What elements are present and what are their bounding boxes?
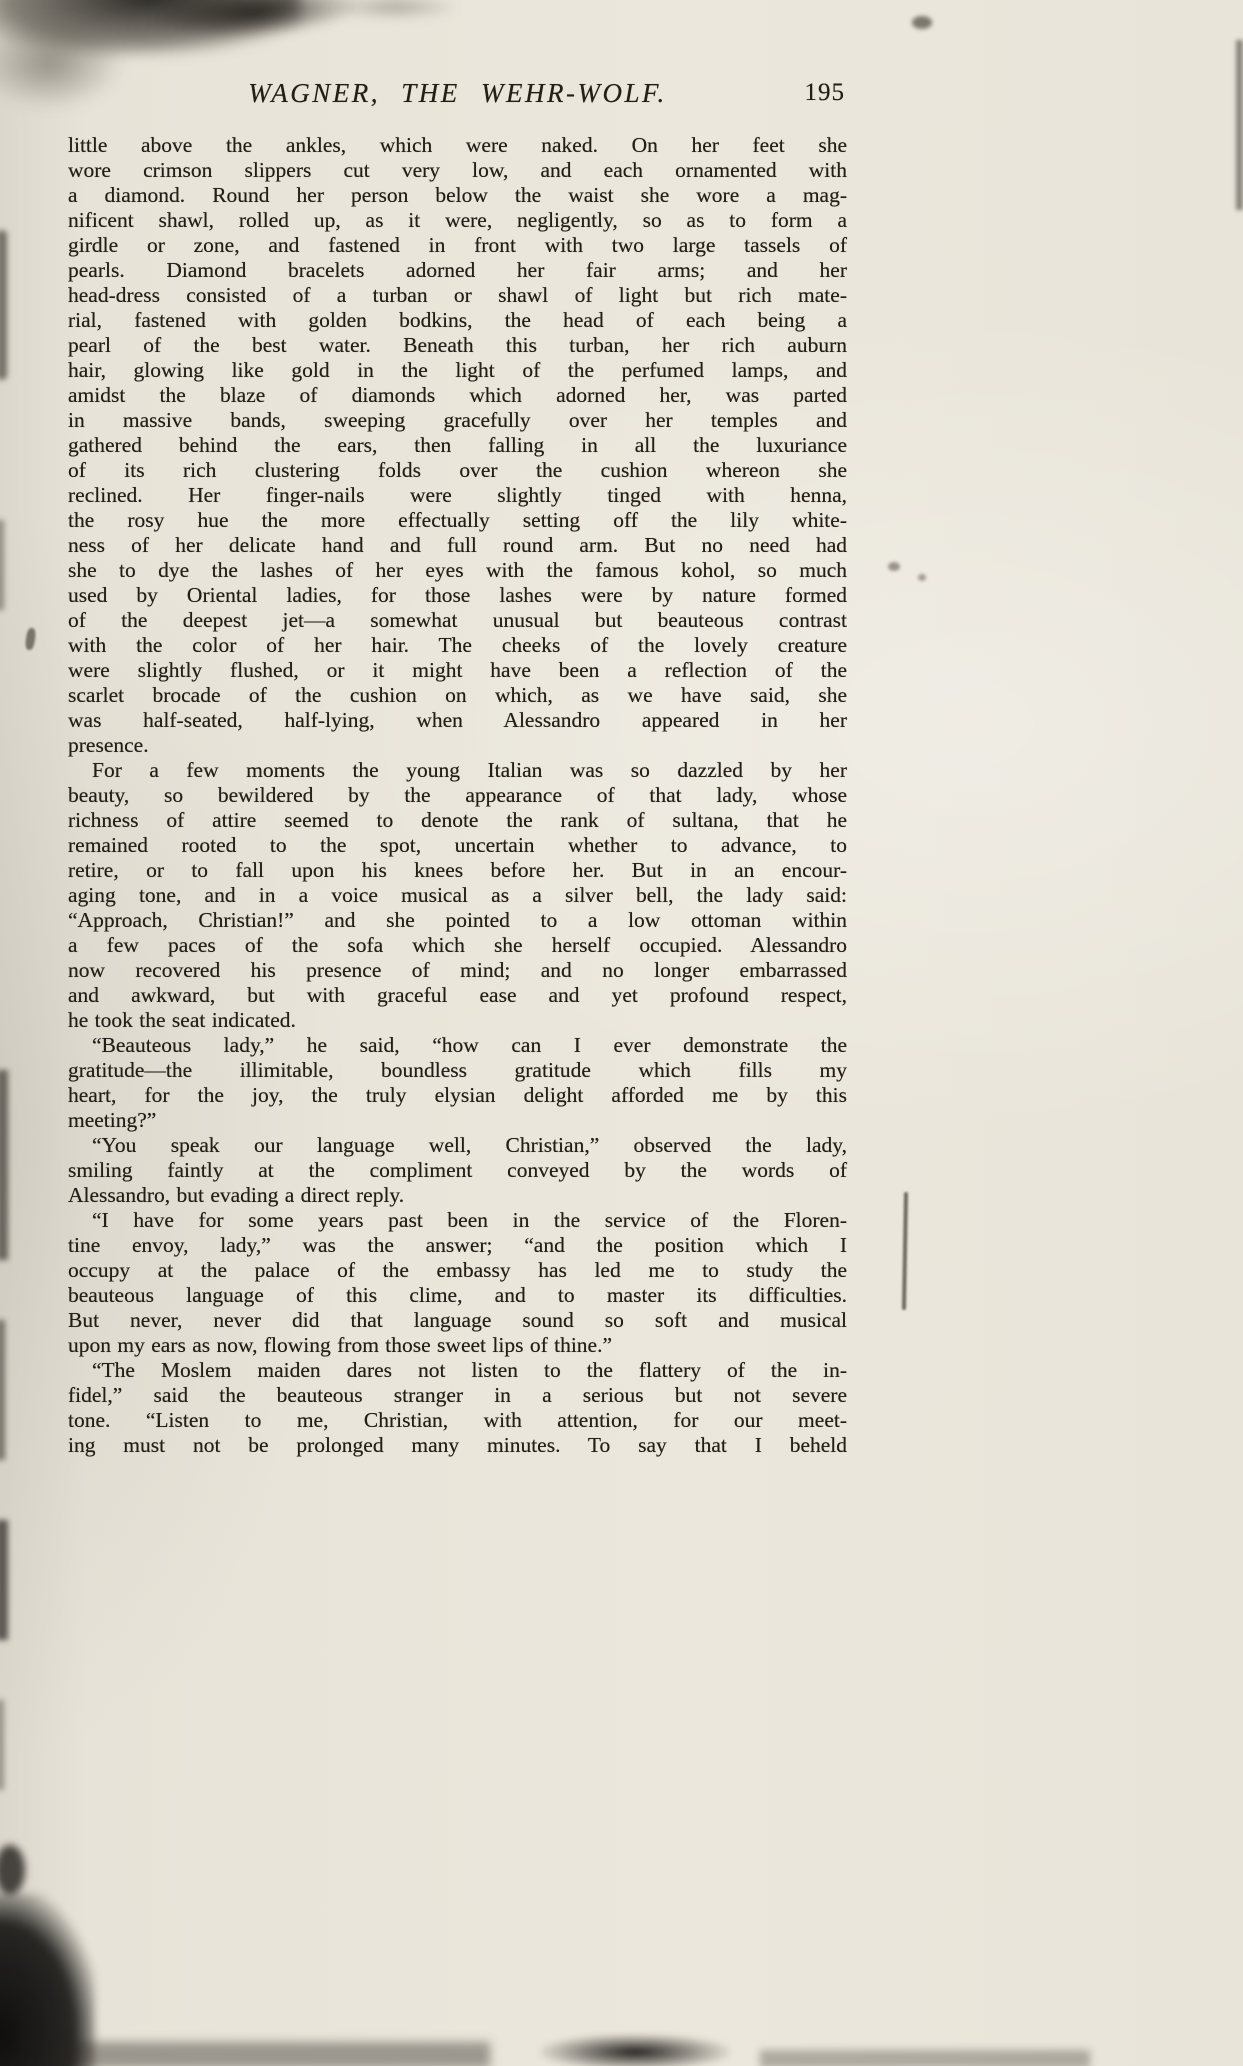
text-line: now recovered his presence of mind; and no longer embarrassed [68,958,847,982]
text-line: ness of her delicate hand and full round arm. But no need had [68,533,847,557]
scan-blob-bottom-left-upper [0,1845,25,1895]
text-line: of the deepest jet—a somewhat unusual but beauteous contrast [68,608,847,632]
text-line: of its rich clustering folds over the cushion whereon she [68,458,847,482]
scan-speck-left-margin [25,627,37,650]
text-line: meeting?” [68,1108,157,1132]
scan-speck-top-right [912,16,932,29]
text-line: upon my ears as now, flowing from those sweet lips of thine.” [68,1333,613,1357]
text-line: a few paces of the sofa which she herself occupied. Alessandro [68,933,847,957]
text-line: she to dye the lashes of her eyes with the famous kohol, so much [68,558,847,582]
scan-blob-bottom-left [0,1893,95,2066]
page-number: 195 [804,79,845,106]
text-line: were slightly flushed, or it might have been a reflection of the [68,658,847,682]
text-line: “I have for some years past been in the service of the Floren- [92,1208,847,1232]
page-title: WAGNER, THE WEHR-WOLF. [248,78,667,108]
scan-smudge-bottom-center [540,2034,730,2066]
text-line: occupy at the palace of the embassy has led me to study the [68,1258,847,1282]
text-line: pearl of the best water. Beneath this turban, her rich auburn [68,333,847,357]
scan-smudge-left-edge-4 [0,1320,5,1460]
text-line: beauty, so bewildered by the appearance of that lady, whose [68,783,847,807]
text-line: girdle or zone, and fastened in front with two large tassels of [68,233,847,257]
text-line: smiling faintly at the compliment conveyed by the words of [68,1158,847,1182]
text-line: was half-seated, half-lying, when Alessandro appeared in her [68,708,847,732]
text-line: “The Moslem maiden dares not listen to the flattery of the in- [92,1358,847,1382]
scan-smudge-left-edge-6 [0,1700,4,1790]
scan-smudge-left-edge-3 [0,1070,8,1260]
text-line: Alessandro, but evading a direct reply. [68,1183,405,1207]
text-line: with the color of her hair. The cheeks of the lovely creature [68,633,847,657]
text-line: a diamond. Round her person below the waist she wore a mag- [68,183,847,207]
scan-smudge-bottom-left [60,2042,490,2066]
paragraph [68,1358,847,1458]
text-line: reclined. Her finger-nails were slightly tinged with henna, [68,483,847,507]
text-line: he took the seat indicated. [68,1008,296,1032]
text-block [68,133,847,1458]
scan-mark-right-edge [1236,40,1243,210]
text-line: ing must not be prolonged many minutes. To say that I beheld [68,1433,847,1457]
text-line: pearls. Diamond bracelets adorned her fair arms; and her [68,258,847,282]
text-line: gratitude—the illimitable, boundless gratitude which fills my [68,1058,847,1082]
text-line: aging tone, and in a voice musical as a silver bell, the lady said: [68,883,847,907]
text-line: tone. “Listen to me, Christian, with attention, for our meet- [68,1408,847,1432]
scan-speck-right-margin-2 [918,574,926,581]
text-line: retire, or to fall upon his knees before her. But in an encour- [68,858,847,882]
paragraph [68,1208,847,1358]
text-line: fidel,” said the beauteous stranger in a serious but not severe [68,1383,847,1407]
scan-smudge-top [330,0,460,20]
text-line: nificent shawl, rolled up, as it were, negligently, so as to form a [68,208,847,232]
paragraph [68,1033,847,1133]
text-line: hair, glowing like gold in the light of the perfumed lamps, and [68,358,847,382]
text-line: used by Oriental ladies, for those lashes were by nature formed [68,583,847,607]
page-header [68,78,847,114]
scan-speck-right-margin-1 [888,562,900,571]
scan-smudge-left-edge-1 [0,230,7,380]
scan-stain-top-left [0,0,302,65]
text-line: rial, fastened with golden bodkins, the head of each being a [68,308,847,332]
text-line: “You speak our language well, Christian,” observed the lady, [92,1133,847,1157]
text-line: little above the ankles, which were naked. On her feet she [68,133,847,157]
paragraph [68,133,847,758]
scan-smudge-left-edge-2 [0,520,4,610]
text-line: But never, never did that language sound so soft and musical [68,1308,847,1332]
text-line: gathered behind the ears, then falling in all the luxuriance [68,433,847,457]
text-line: remained rooted to the spot, uncertain whether to advance, to [68,833,847,857]
text-line: “Approach, Christian!” and she pointed to a low ottoman within [68,908,847,932]
text-line: For a few moments the young Italian was so dazzled by her [92,758,847,782]
text-line: head-dress consisted of a turban or shawl of light but rich mate- [68,283,847,307]
scan-smudge-left-edge-5 [0,1520,8,1640]
text-line: heart, for the joy, the truly elysian delight afforded me by this [68,1083,847,1107]
scan-smudge-bottom-right [760,2050,1090,2066]
paragraph [68,758,847,1033]
text-line: in massive bands, sweeping gracefully over her temples and [68,408,847,432]
text-line: amidst the blaze of diamonds which adorned her, was parted [68,383,847,407]
text-line: and awkward, but with graceful ease and yet profound respect, [68,983,847,1007]
text-line: scarlet brocade of the cushion on which, as we have said, she [68,683,847,707]
text-line: richness of attire seemed to denote the rank of sultana, that he [68,808,847,832]
scan-ink-stroke-right-margin [902,1192,908,1310]
paragraph [68,1133,847,1208]
text-line: beauteous language of this clime, and to master its difficulties. [68,1283,847,1307]
text-line: tine envoy, lady,” was the answer; “and the position which I [68,1233,847,1257]
scan-stain-top-dark [149,0,362,43]
text-line: “Beauteous lady,” he said, “how can I ever demonstrate the [92,1033,847,1057]
text-line: wore crimson slippers cut very low, and each ornamented with [68,158,847,182]
text-line: presence. [68,733,149,757]
text-line: the rosy hue the more effectually setting off the lily white- [68,508,847,532]
